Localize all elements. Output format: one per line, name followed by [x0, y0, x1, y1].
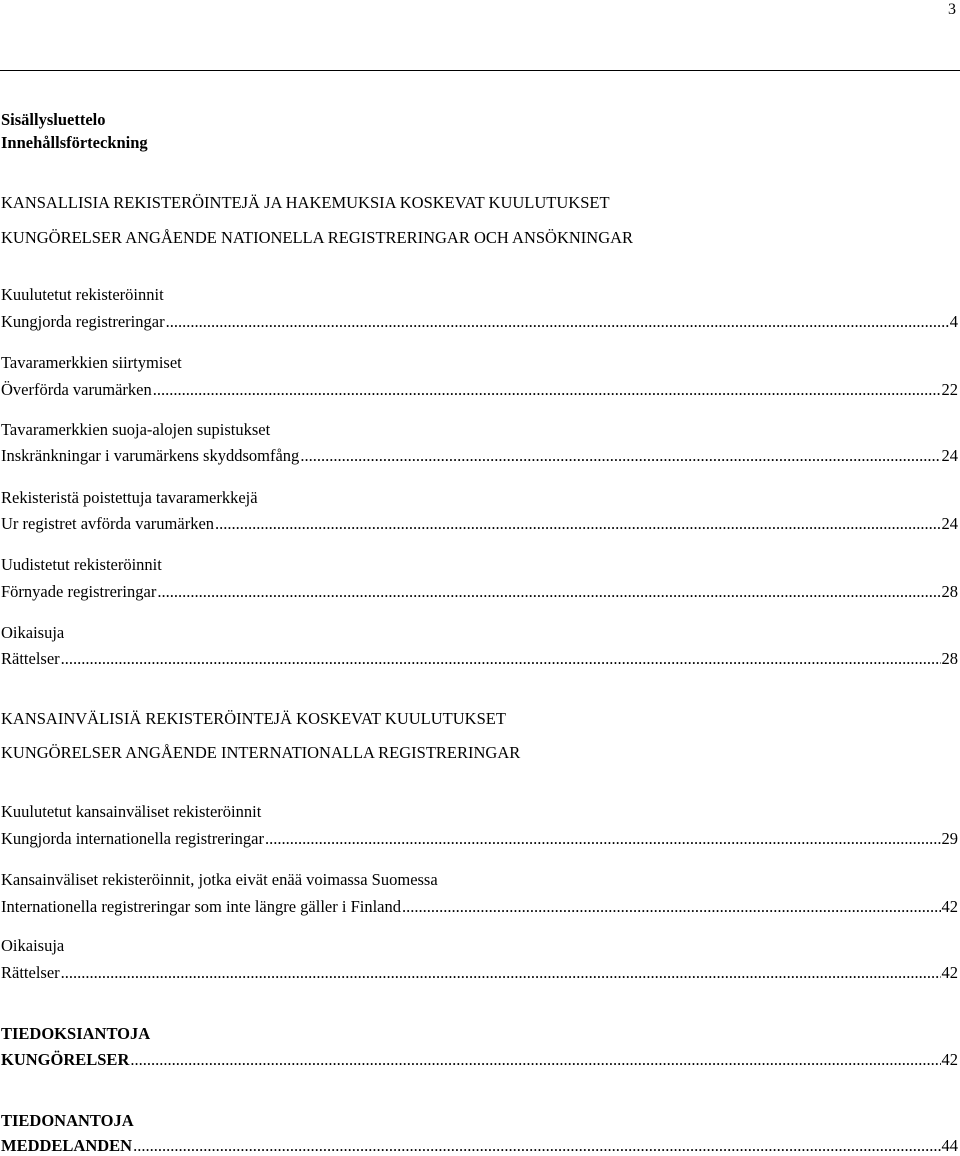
section2-heading-sv: KUNGÖRELSER ANGÅENDE INTERNATIONALLA REGISTRERINGAR	[1, 743, 521, 762]
entry-page: 42	[941, 963, 958, 982]
page-number: 3	[948, 1, 956, 18]
entry-sv: Ur registret avförda varumärken	[1, 514, 215, 533]
toc-entry[interactable]	[1, 514, 958, 534]
entry-fi: Tavaramerkkien suoja-alojen supistukset	[1, 420, 271, 439]
entry-fi: Oikaisuja	[1, 623, 65, 642]
toc-entry[interactable]	[1, 649, 958, 669]
toc-title-sv: Innehållsförteckning	[1, 133, 148, 152]
header-rule	[0, 70, 960, 71]
entry-page: 22	[941, 380, 958, 399]
leader-dots	[61, 963, 941, 983]
toc-entry[interactable]	[1, 963, 958, 983]
entry-page: 24	[941, 446, 958, 465]
leader-dots	[300, 446, 940, 466]
toc-entry[interactable]	[1, 1050, 958, 1070]
toc-entry[interactable]	[1, 582, 958, 602]
entry-fi: Tavaramerkkien siirtymiset	[1, 353, 182, 372]
leader-dots	[166, 312, 949, 332]
toc-entry[interactable]	[1, 897, 958, 917]
leader-dots	[265, 829, 941, 849]
entry-fi: Rekisteristä poistettuja tavaramerkkejä	[1, 488, 258, 507]
entry-sv: Internationella registreringar som inte längre gäller i Finland	[1, 897, 401, 916]
entry-sv: Rättelser	[1, 963, 60, 982]
leader-dots	[130, 1050, 940, 1070]
leader-dots	[133, 1136, 940, 1156]
leader-dots	[157, 582, 940, 602]
entry-sv: Kungjorda registreringar	[1, 312, 165, 331]
section3-heading-fi: TIEDOKSIANTOJA	[1, 1024, 151, 1043]
entry-fi: Kansainväliset rekisteröinnit, jotka eivät enää voimassa Suomessa	[1, 870, 438, 889]
entry-page: 4	[949, 312, 958, 331]
entry-page: 28	[941, 582, 958, 601]
entry-fi: Kuulutetut kansainväliset rekisteröinnit	[1, 802, 262, 821]
entry-sv: Rättelser	[1, 649, 60, 668]
leader-dots	[153, 380, 941, 400]
entry-page: 28	[941, 649, 958, 668]
entry-fi: Oikaisuja	[1, 936, 65, 955]
toc-entry[interactable]	[1, 446, 958, 466]
entry-page: 44	[941, 1136, 958, 1155]
leader-dots	[402, 897, 941, 917]
section1-heading-sv: KUNGÖRELSER ANGÅENDE NATIONELLA REGISTRERINGAR OCH ANSÖKNINGAR	[1, 228, 634, 247]
section4-heading-sv: MEDDELANDEN	[1, 1136, 133, 1155]
entry-page: 42	[941, 897, 958, 916]
toc-entry[interactable]	[1, 380, 958, 400]
toc-entry[interactable]	[1, 829, 958, 849]
entry-sv: Kungjorda internationella registreringar	[1, 829, 264, 848]
entry-fi: Kuulutetut rekisteröinnit	[1, 285, 164, 304]
toc-entry[interactable]	[1, 312, 958, 332]
section1-heading-fi: KANSALLISIA REKISTERÖINTEJÄ JA HAKEMUKSIA KOSKEVAT KUULUTUKSET	[1, 193, 610, 212]
entry-fi: Uudistetut rekisteröinnit	[1, 555, 162, 574]
entry-sv: Förnyade registreringar	[1, 582, 157, 601]
toc-title-fi: Sisällysluettelo	[1, 110, 106, 129]
entry-page: 42	[941, 1050, 958, 1069]
leader-dots	[215, 514, 940, 534]
entry-sv: Inskränkningar i varumärkens skyddsomfång	[1, 446, 300, 465]
entry-page: 24	[941, 514, 958, 533]
entry-sv: Överförda varumärken	[1, 380, 152, 399]
section4-heading-fi: TIEDONANTOJA	[1, 1111, 134, 1130]
toc-entry[interactable]	[1, 1136, 958, 1156]
entry-page: 29	[941, 829, 958, 848]
section3-heading-sv: KUNGÖRELSER	[1, 1050, 130, 1069]
section2-heading-fi: KANSAINVÄLISIÄ REKISTERÖINTEJÄ KOSKEVAT KUULUTUKSET	[1, 709, 506, 728]
leader-dots	[61, 649, 941, 669]
